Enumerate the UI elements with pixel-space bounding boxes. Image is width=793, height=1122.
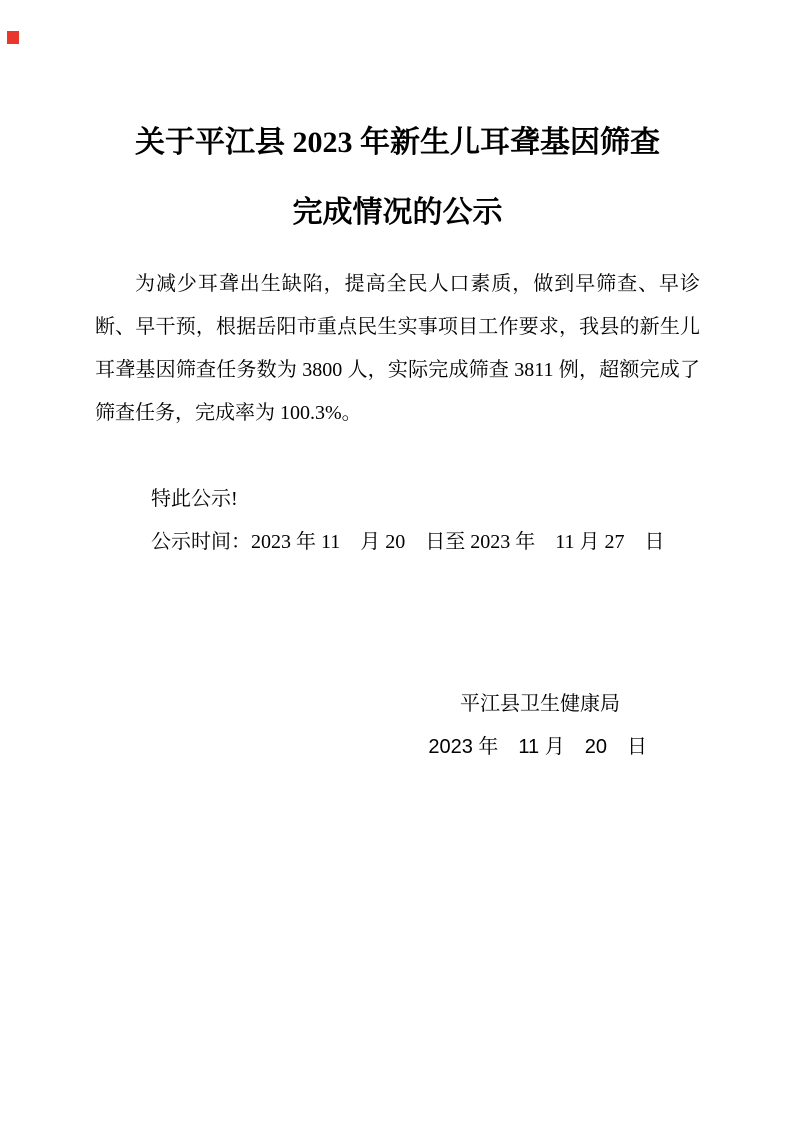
document-title-line2: 完成情况的公示 bbox=[292, 196, 503, 229]
body-line-4: 筛查任务，完成率为 100.3%。 bbox=[95, 402, 362, 424]
notice-declaration: 特此公示! bbox=[151, 488, 238, 510]
document-title-line1: 关于平江县 2023 年新生儿耳聋基因筛查 bbox=[135, 126, 660, 159]
body-line-2: 断、早干预，根据岳阳市重点民生实事项目工作要求，我县的新生儿 bbox=[95, 316, 700, 338]
signature-date: 2023 年 11 月 20 日 bbox=[428, 736, 647, 758]
notice-block bbox=[95, 478, 700, 564]
body-line-1: 为减少耳聋出生缺陷，提高全民人口素质，做到早筛查、早诊 bbox=[135, 273, 700, 295]
body-paragraph bbox=[95, 263, 700, 435]
document-content bbox=[95, 0, 700, 769]
body-line-3: 耳聋基因筛查任务数为 3800 人，实际完成筛查 3811 例，超额完成了 bbox=[95, 359, 700, 381]
red-stamp-mark bbox=[7, 31, 19, 44]
signature-organization: 平江县卫生健康局 bbox=[460, 693, 620, 715]
signature-block bbox=[95, 683, 700, 769]
notice-period: 公示时间：2023 年 11 月 20 日至 2023 年 11 月 27 日 bbox=[151, 531, 665, 553]
document-title bbox=[95, 108, 700, 248]
